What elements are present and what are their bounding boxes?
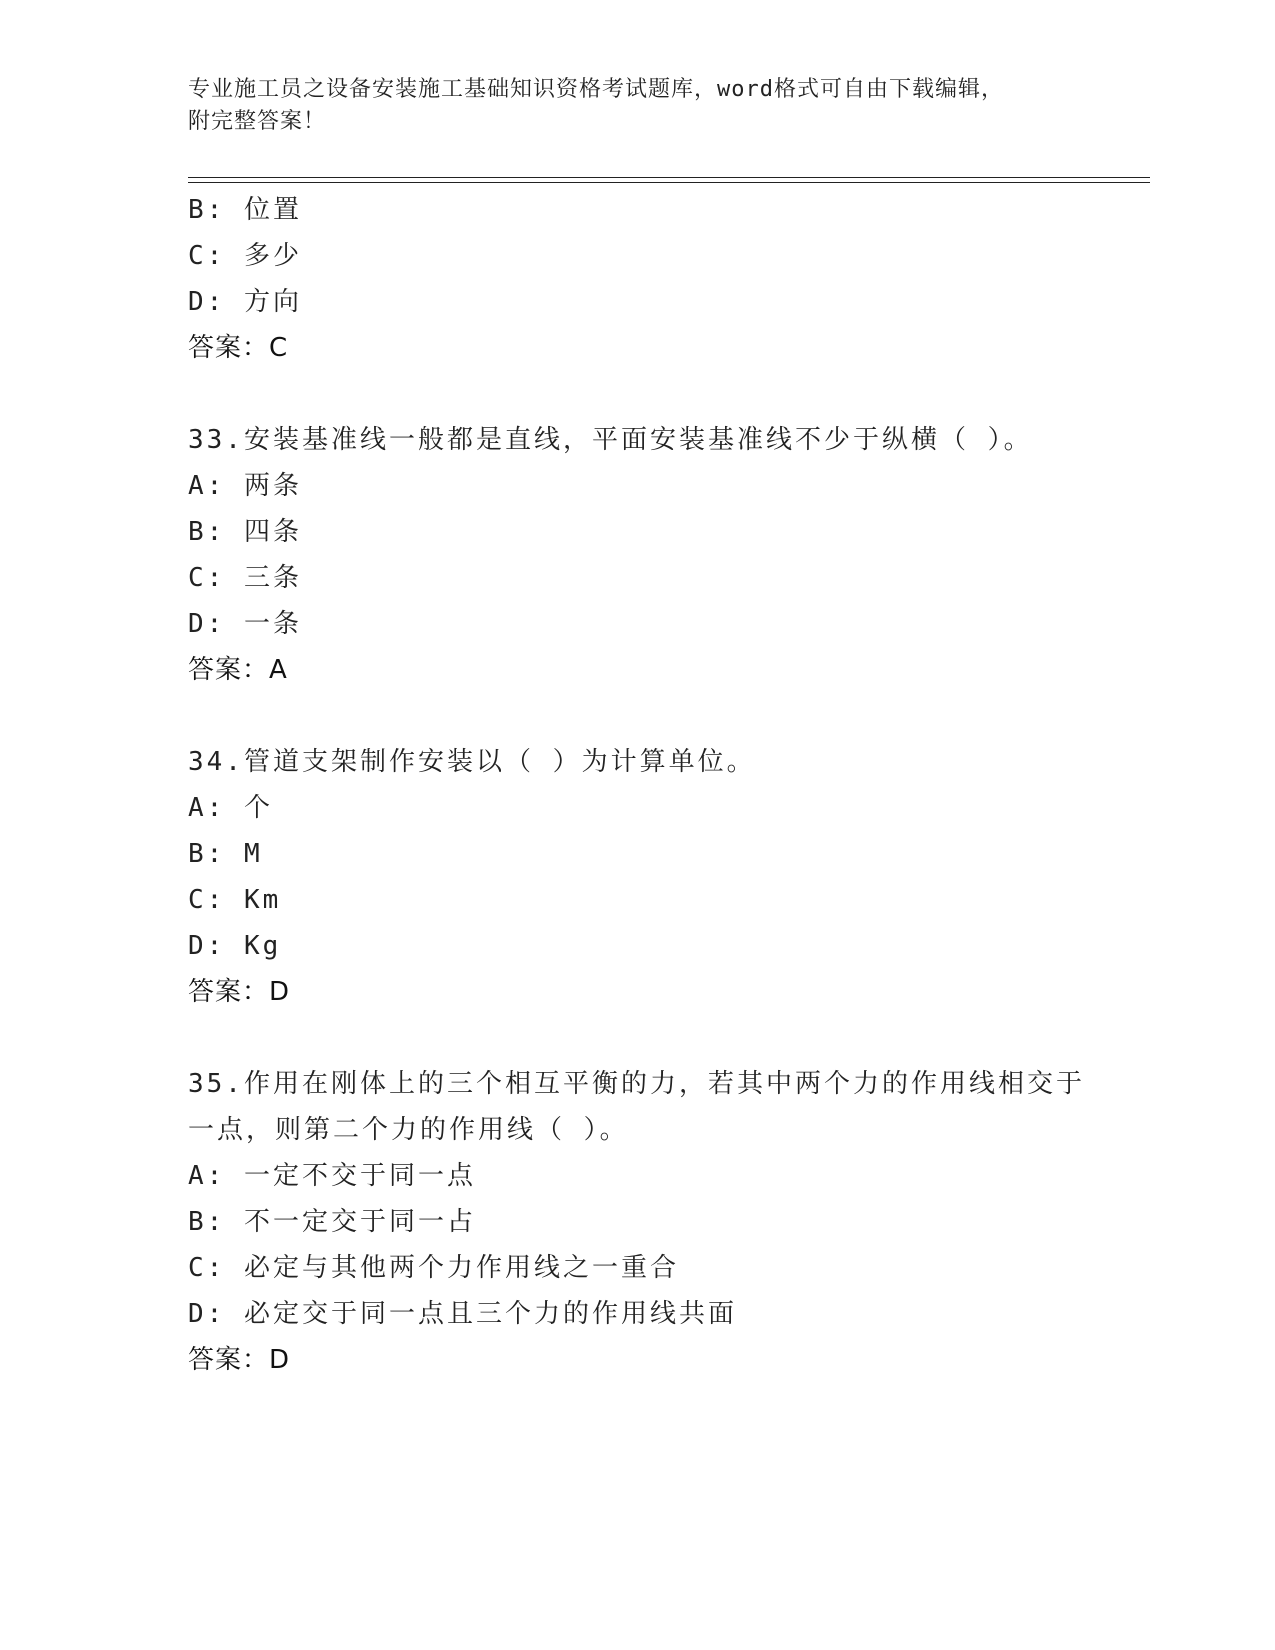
option-label: B: <box>188 1207 226 1237</box>
option-text: Km <box>243 885 282 915</box>
option-text: 两条 <box>243 471 302 501</box>
question-35 <box>188 1061 1108 1383</box>
option-a <box>188 463 1108 509</box>
option-label: A: <box>188 1161 226 1191</box>
option-c <box>188 877 1108 923</box>
option-text: 一定不交于同一点 <box>243 1161 476 1191</box>
option-text: 四条 <box>243 517 302 547</box>
question-34 <box>188 739 1108 1015</box>
option-c <box>188 1245 1108 1291</box>
option-label: D: <box>188 287 226 317</box>
option-label: B: <box>188 839 226 869</box>
option-c <box>188 555 1108 601</box>
document-header <box>188 74 1088 138</box>
header-divider-bottom <box>188 182 1150 183</box>
option-b <box>188 1199 1108 1245</box>
option-label: D: <box>188 931 226 961</box>
option-d <box>188 923 1108 969</box>
option-b <box>188 831 1108 877</box>
answer-line: 答案：D <box>188 1345 291 1375</box>
option-b <box>188 187 1108 233</box>
option-text: 方向 <box>243 287 302 317</box>
option-text: 不一定交于同一占 <box>243 1207 476 1237</box>
answer-line: 答案：D <box>188 977 291 1007</box>
option-d <box>188 601 1108 647</box>
option-text: M <box>243 839 263 869</box>
header-line-2: 附完整答案！ <box>188 109 327 134</box>
option-b <box>188 509 1108 555</box>
question-stem: 34.管道支架制作安装以（ ）为计算单位。 <box>188 747 756 777</box>
option-text: 多少 <box>243 241 302 271</box>
answer-line: 答案：C <box>188 333 289 363</box>
option-label: B: <box>188 195 226 225</box>
continued-question <box>188 187 1108 371</box>
question-stem-continued: 一点，则第二个力的作用线（ ）。 <box>188 1115 629 1145</box>
question-stem: 33.安装基准线一般都是直线，平面安装基准线不少于纵横（ ）。 <box>188 425 1033 455</box>
option-text: 必定交于同一点且三个力的作用线共面 <box>243 1299 737 1329</box>
option-a <box>188 1153 1108 1199</box>
option-label: C: <box>188 885 226 915</box>
option-label: A: <box>188 793 226 823</box>
question-list <box>188 187 1108 1383</box>
option-text: 个 <box>243 793 273 823</box>
option-text: 三条 <box>243 563 302 593</box>
option-d <box>188 1291 1108 1337</box>
spacer <box>188 693 1108 739</box>
option-label: A: <box>188 471 226 501</box>
option-label: C: <box>188 563 226 593</box>
answer-line: 答案：A <box>188 655 288 685</box>
option-a <box>188 785 1108 831</box>
header-line-1: 专业施工员之设备安装施工基础知识资格考试题库，word格式可自由下载编辑， <box>188 77 1004 102</box>
header-divider-top <box>188 177 1150 178</box>
option-label: C: <box>188 1253 226 1283</box>
option-d <box>188 279 1108 325</box>
option-label: D: <box>188 1299 226 1329</box>
question-stem: 35.作用在刚体上的三个相互平衡的力，若其中两个力的作用线相交于 <box>188 1069 1085 1099</box>
option-label: D: <box>188 609 226 639</box>
spacer <box>188 1015 1108 1061</box>
option-label: B: <box>188 517 226 547</box>
option-text: 一条 <box>243 609 302 639</box>
question-33 <box>188 417 1108 693</box>
spacer <box>188 371 1108 417</box>
option-c <box>188 233 1108 279</box>
option-text: 必定与其他两个力作用线之一重合 <box>243 1253 679 1283</box>
option-text: Kg <box>243 931 282 961</box>
option-text: 位置 <box>243 195 302 225</box>
option-label: C: <box>188 241 226 271</box>
